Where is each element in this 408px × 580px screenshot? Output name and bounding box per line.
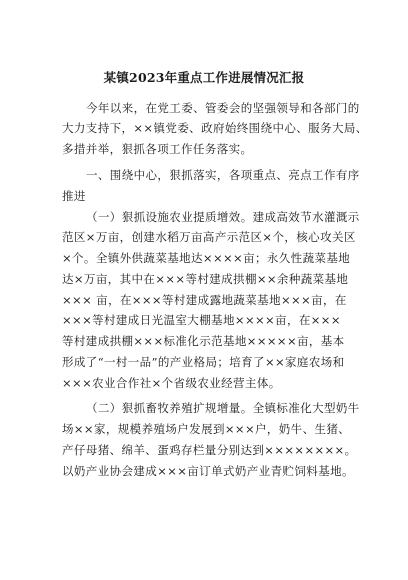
paragraph-line: 等村建成拱棚×××标准化示范基地×××××亩，基本	[62, 334, 345, 348]
section-heading-line: 推进	[62, 189, 86, 203]
section-heading-line: 一、围绕中心，狠抓落实，各项重点、亮点工作有序	[86, 168, 360, 182]
paragraph-line: （一）狠抓设施农业提质增效。建成高效节水灌溉示	[86, 210, 360, 224]
paragraph-line: ×××农业合作社×个省级农业经营主体。	[62, 376, 281, 390]
paragraph-line: 形成了“一村一品”的产业格局；培育了××家庭农场和	[62, 355, 345, 369]
paragraph-line: 场××家，规模养殖场户发展到×××户，奶牛、生猪、	[62, 422, 351, 436]
paragraph-line: 范区×万亩，创建水稻万亩高产示范区×个，核心攻关区	[62, 230, 356, 244]
paragraph-line: ××× 亩，在×××等村建成露地蔬菜基地×××亩，在	[62, 293, 347, 307]
document-title: 某镇2023年重点工作进展情况汇报	[103, 70, 305, 85]
paragraph-line: 今年以来，在党工委、管委会的坚强领导和各部门的	[86, 101, 360, 115]
paragraph-line: 以奶产业协会建成×××亩订单式奶产业青贮饲料基地。	[62, 464, 354, 478]
paragraph-line: 大力支持下，××镇党委、政府始终围绕中心、服务大局、	[62, 121, 368, 135]
paragraph-line: ×个。全镇外供蔬菜基地达××××亩；永久性蔬菜基地	[62, 251, 351, 265]
paragraph-line: （二）狠抓畜牧养殖扩规增量。全镇标准化大型奶牛	[86, 401, 360, 415]
paragraph-line: ×××等村建成日光温室大棚基地××××亩，在×××	[62, 313, 341, 327]
paragraph-line: 多措并举，狠抓各项工作任务落实。	[62, 142, 253, 156]
paragraph-line: 产仔母猪、绵羊、蛋鸡存栏量分别达到××××××××。	[62, 443, 357, 457]
paragraph-line: 达×万亩，其中在×××等村建成拱棚××余种蔬菜基地	[62, 272, 349, 286]
